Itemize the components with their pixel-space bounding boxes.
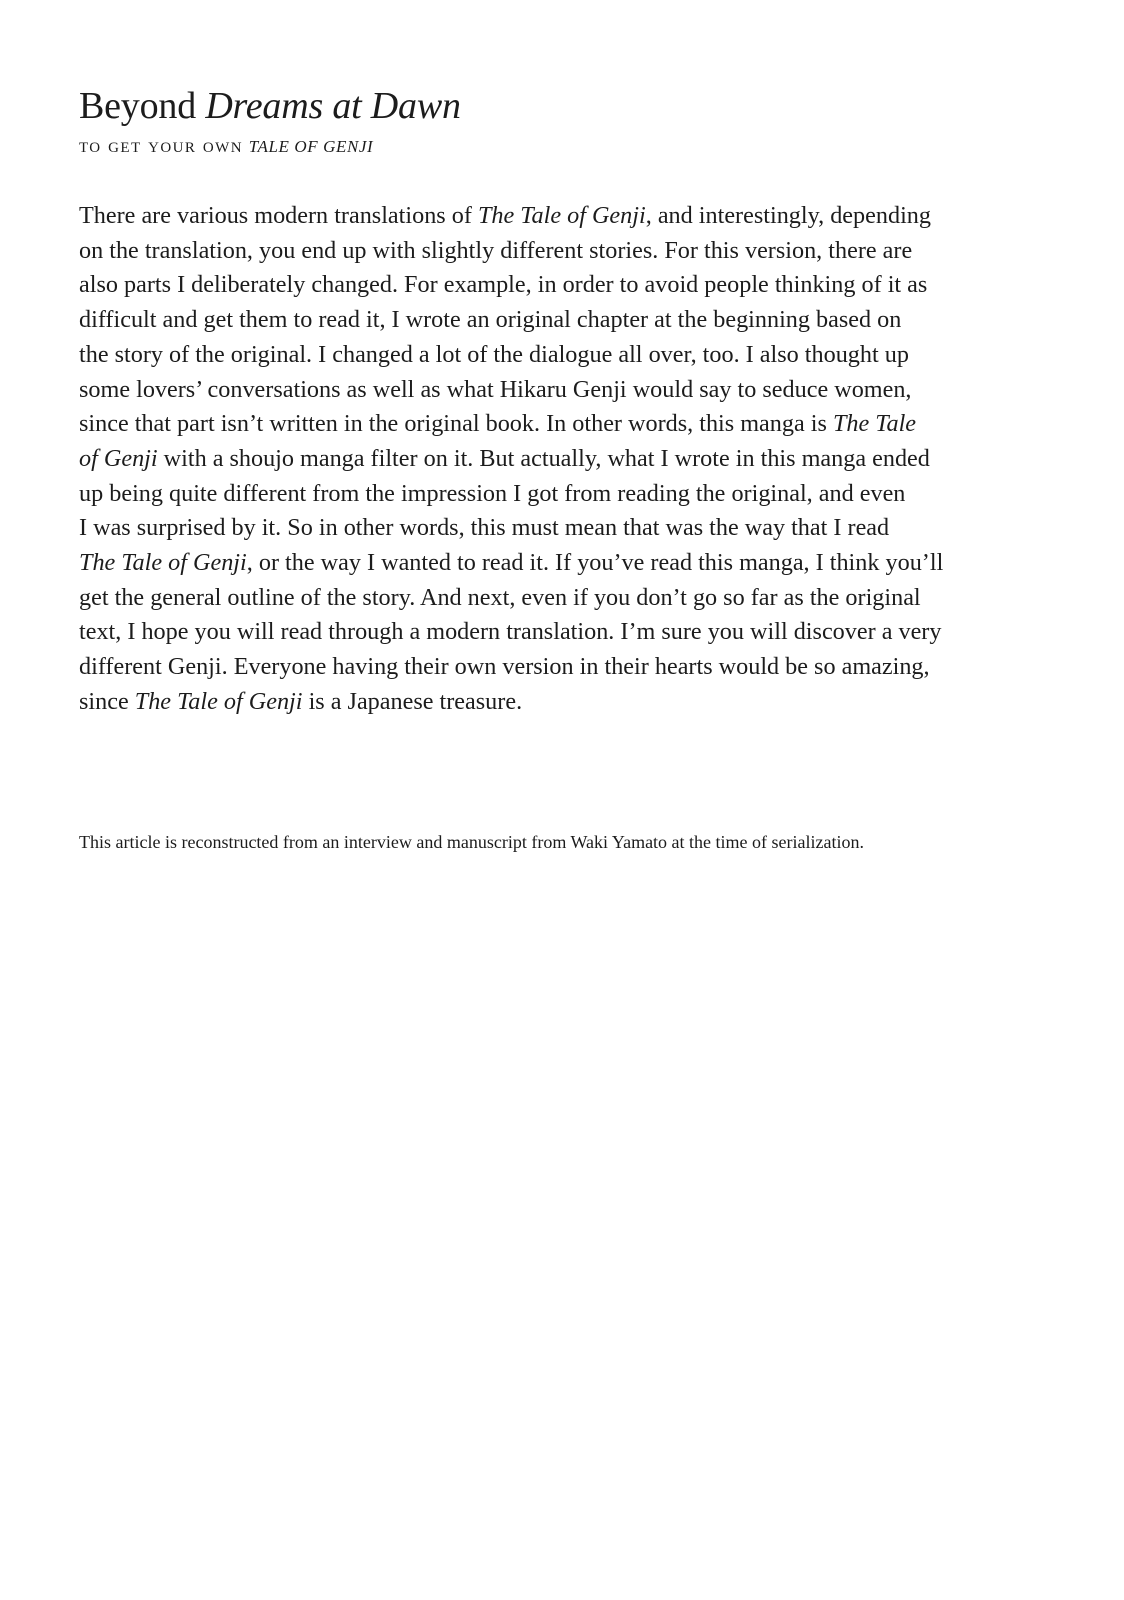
title-plain: Beyond (79, 85, 206, 127)
body-line: the story of the original. I changed a lot of the dialogue all over, too. I also thought up (79, 340, 909, 368)
subtitle-caps: to get your own (79, 133, 243, 157)
body-line: The Tale of Genji, or the way I wanted to read it. If you’ve read this manga, I think you’ll (79, 549, 944, 577)
body-line: since The Tale of Genji is a Japanese treasure. (79, 687, 523, 715)
body-line: some lovers’ conversations as well as what Hikaru Genji would say to seduce women, (79, 375, 912, 403)
body-line: text, I hope you will read through a modern translation. I’m sure you will discover a very (79, 618, 942, 646)
body-line: since that part isn’t written in the original book. In other words, this manga is The Tale (79, 410, 917, 438)
footnote: This article is reconstructed from an interview and manuscript from Waki Yamato at the time of serialization. (79, 832, 864, 852)
title-italic: Dreams at Dawn (205, 85, 461, 127)
body-line: different Genji. Everyone having their own version in their hearts would be so amazing, (79, 653, 930, 681)
article-title (79, 80, 1039, 132)
body-line: of Genji with a shoujo manga filter on it. But actually, what I wrote in this manga ended (79, 444, 930, 472)
body-line: get the general outline of the story. And next, even if you don’t go so far as the original (79, 583, 921, 611)
body-line: difficult and get them to read it, I wrote an original chapter at the beginning based on (79, 306, 902, 334)
article-subtitle (79, 132, 1039, 160)
body-line: I was surprised by it. So in other words, this must mean that was the way that I read (79, 514, 890, 542)
body-line: There are various modern translations of The Tale of Genji, and interestingly, depending (79, 202, 931, 229)
subtitle-italic: TALE OF GENJI (248, 137, 374, 156)
body-line: also parts I deliberately changed. For example, in order to avoid people thinking of it as (79, 271, 928, 299)
body-paragraph (79, 199, 1039, 720)
body-line: on the translation, you end up with slightly different stories. For this version, there are (79, 236, 913, 264)
body-line: up being quite different from the impression I got from reading the original, and even (79, 479, 906, 507)
article (79, 80, 1039, 720)
